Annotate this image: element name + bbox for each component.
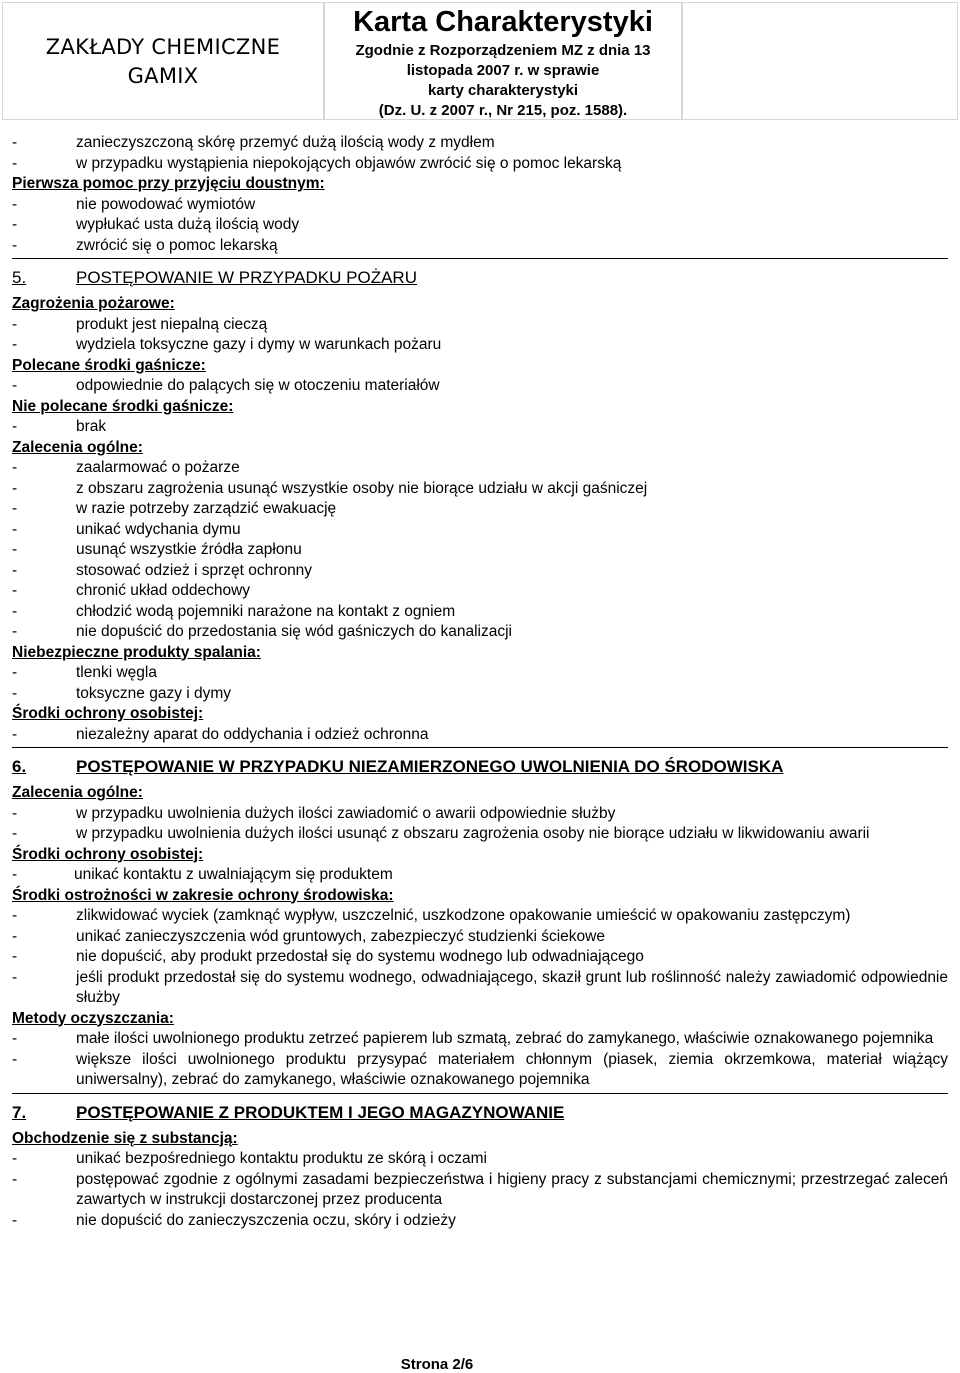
list-item xyxy=(12,499,948,520)
bullet-dash: - xyxy=(12,1170,18,1188)
list-item-text: wydziela toksyczne gazy i dymy w warunkach pożaru xyxy=(76,336,442,353)
list-item xyxy=(12,968,948,1009)
company-name xyxy=(3,33,323,91)
bullet-dash: - xyxy=(12,1150,18,1167)
list-item xyxy=(12,195,948,216)
list-item xyxy=(12,725,948,746)
bullet-dash: - xyxy=(12,479,18,497)
list-item xyxy=(12,1170,948,1211)
subsection-heading: Zalecenia ogólne: xyxy=(12,438,143,456)
subsection-heading: Metody oczyszczania: xyxy=(12,1009,174,1027)
list-item xyxy=(12,417,948,438)
list-item-text: jeśli produkt przedostał się do systemu wodnego, odwadniającego, skaził grunt lub roślinność należy zawiadomić odpowiednie służby xyxy=(76,968,948,1006)
list-item-text: zlikwidować wyciek (zamknąć wypływ, uszczelnić, uszkodzone opakowanie umieścić w opakowaniu zastępczym) xyxy=(76,907,851,924)
list-item-text: brak xyxy=(76,418,107,435)
list-item-text: unikać wdychania dymu xyxy=(76,520,241,538)
company-name-line2: GAMIX xyxy=(127,64,199,88)
bullet-dash: - xyxy=(12,418,18,435)
list-item xyxy=(12,458,948,479)
list-item-text: toksyczne gazy i dymy xyxy=(76,684,232,702)
section-6-heading xyxy=(12,756,948,778)
section-7-heading xyxy=(12,1102,948,1124)
list-item xyxy=(12,906,948,927)
bullet-dash: - xyxy=(12,684,18,702)
list-item-text: nie dopuścić do przedostania się wód gaśniczych do kanalizacji xyxy=(76,623,512,640)
list-item-text: w razie potrzeby zarządzić ewakuację xyxy=(76,500,337,517)
bullet-dash: - xyxy=(12,541,18,558)
document-header xyxy=(2,2,956,120)
list-item xyxy=(12,947,948,968)
section-divider xyxy=(12,258,948,259)
bullet-dash: - xyxy=(12,907,18,924)
list-item-text: nie dopuścić do zanieczyszczenia oczu, skóry i odzieży xyxy=(76,1211,456,1229)
section-number: 6. xyxy=(12,757,27,776)
section-divider xyxy=(12,1093,948,1094)
list-item-text: w przypadku wystąpienia niepokojących objawów zwrócić się o pomoc lekarską xyxy=(76,154,622,172)
regulation-line: listopada 2007 r. w sprawie xyxy=(406,62,600,79)
list-item xyxy=(12,622,948,643)
bullet-dash: - xyxy=(12,927,18,945)
bullet-dash: - xyxy=(12,866,18,883)
list-item-text: usunąć wszystkie źródła zapłonu xyxy=(76,541,302,558)
bullet-dash: - xyxy=(12,1030,18,1047)
bullet-dash: - xyxy=(12,804,18,822)
bullet-dash: - xyxy=(12,134,18,151)
bullet-dash: - xyxy=(12,825,18,842)
list-item xyxy=(12,520,948,541)
bullet-dash: - xyxy=(12,236,18,254)
list-item-text: małe ilości uwolnionego produktu zetrzeć papierem lub szmatą, zebrać do zamykanego, właściwie oznakowanego pojemnika xyxy=(76,1030,934,1047)
list-item-text: w przypadku uwolnienia dużych ilości usunąć z obszaru zagrożenia osoby nie biorące udziału w likwidowaniu awarii xyxy=(76,825,870,842)
list-item-text: produkt jest niepalną cieczą xyxy=(76,315,268,333)
regulation-note xyxy=(325,41,681,121)
subsection-heading: Środki ochrony osobistej: xyxy=(12,845,204,863)
list-item xyxy=(12,1211,948,1232)
list-item xyxy=(12,335,948,356)
subsection-heading: Zagrożenia pożarowe: xyxy=(12,295,175,312)
list-item-text: zaalarmować o pożarze xyxy=(76,459,240,476)
subsection-heading: Polecane środki gaśnicze: xyxy=(12,356,206,374)
subsection-heading: Nie polecane środki gaśnicze: xyxy=(12,397,234,415)
list-item-text: chłodzić wodą pojemniki narażone na kontakt z ogniem xyxy=(76,602,456,620)
bullet-dash: - xyxy=(12,336,18,353)
list-item xyxy=(12,479,948,500)
subsection-heading: Obchodzenie się z substancją: xyxy=(12,1129,238,1147)
list-item xyxy=(12,1029,948,1050)
list-item xyxy=(12,215,948,236)
document-title: Karta Charakterystyki xyxy=(353,6,653,38)
list-item xyxy=(12,581,948,602)
list-item-text: odpowiednie do palących się w otoczeniu materiałów xyxy=(76,377,440,394)
company-cell xyxy=(2,2,324,120)
list-item-text: unikać kontaktu z uwalniającym się produktem xyxy=(74,866,393,883)
list-item xyxy=(12,663,948,684)
section-divider xyxy=(12,747,948,748)
bullet-dash: - xyxy=(12,968,18,986)
list-item-text: niezależny aparat do oddychania i odzież ochronna xyxy=(76,725,429,743)
subsection-heading: Środki ochrony osobistej: xyxy=(12,705,204,722)
list-item xyxy=(12,376,948,397)
bullet-dash: - xyxy=(12,948,18,965)
list-item-text: zanieczyszczoną skórę przemyć dużą ilością wody z mydłem xyxy=(76,134,495,151)
bullet-dash: - xyxy=(12,216,18,233)
regulation-line: (Dz. U. z 2007 r., Nr 215, poz. 1588). xyxy=(378,102,628,119)
list-item xyxy=(12,133,948,154)
list-item-text: większe ilości uwolnionego produktu przysypać materiałem chłonnym (piasek, ziemia okrzemkowa, materiał wiążący uniwersalny), zebrać do zamykanego, właściwie oznakowanego pojemnika xyxy=(76,1050,948,1088)
list-item xyxy=(12,236,948,257)
list-item xyxy=(12,154,948,175)
list-item-text: z obszaru zagrożenia usunąć wszystkie osoby nie biorące udziału w akcji gaśniczej xyxy=(76,479,648,497)
section-title: POSTĘPOWANIE Z PRODUKTEM I JEGO MAGAZYNOWANIE xyxy=(76,1102,565,1122)
list-item-text: w przypadku uwolnienia dużych ilości zawiadomić o awarii odpowiednie służby xyxy=(76,804,616,822)
list-item xyxy=(12,561,948,582)
bullet-dash: - xyxy=(12,154,18,172)
document-body xyxy=(12,133,948,1231)
subsection-heading: Niebezpieczne produkty spalania: xyxy=(12,643,261,661)
list-item xyxy=(12,540,948,561)
section-number: 7. xyxy=(12,1102,27,1122)
list-item xyxy=(12,824,948,845)
list-item-text: stosować odzież i sprzęt ochronny xyxy=(76,561,313,579)
section-number: 5. xyxy=(12,268,27,287)
list-item-text: unikać bezpośredniego kontaktu produktu ze skórą i oczami xyxy=(76,1150,487,1167)
list-item-text: zwrócić się o pomoc lekarską xyxy=(76,236,278,254)
list-item-text: tlenki węgla xyxy=(76,664,157,681)
bullet-dash: - xyxy=(12,623,18,640)
list-item xyxy=(12,804,948,825)
bullet-dash: - xyxy=(12,377,18,394)
list-item-text: wypłukać usta dużą ilością wody xyxy=(76,216,300,233)
list-item xyxy=(12,684,948,705)
bullet-dash: - xyxy=(12,195,18,213)
bullet-dash: - xyxy=(12,1050,18,1068)
list-item-text: nie powodować wymiotów xyxy=(76,195,256,213)
subsection-heading: Zalecenia ogólne: xyxy=(12,784,143,801)
list-item-text: nie dopuścić, aby produkt przedostał się do systemu wodnego lub odwadniającego xyxy=(76,948,644,965)
regulation-line: karty charakterystyki xyxy=(427,82,579,99)
bullet-dash: - xyxy=(12,664,18,681)
bullet-dash: - xyxy=(12,500,18,517)
list-item xyxy=(12,315,948,336)
subsection-heading: Pierwsza pomoc przy przyjęciu doustnym: xyxy=(12,175,325,192)
list-item-text: unikać zanieczyszczenia wód gruntowych, zabezpieczyć studzienki ściekowe xyxy=(76,927,605,945)
bullet-dash: - xyxy=(12,725,18,743)
bullet-dash: - xyxy=(12,520,18,538)
list-item xyxy=(12,602,948,623)
subsection-heading: Środki ostrożności w zakresie ochrony środowiska: xyxy=(12,886,394,904)
regulation-line: Zgodnie z Rozporządzeniem MZ z dnia 13 xyxy=(355,42,651,59)
bullet-dash: - xyxy=(12,602,18,620)
section-title: POSTĘPOWANIE W PRZYPADKU NIEZAMIERZONEGO UWOLNIENIA DO ŚRODOWISKA xyxy=(76,757,784,776)
list-item xyxy=(12,865,948,886)
company-name-line1: ZAKŁADY CHEMICZNE xyxy=(45,35,281,59)
list-item xyxy=(12,1149,948,1170)
section-title: POSTĘPOWANIE W PRZYPADKU POŻARU xyxy=(76,268,417,287)
list-item-text: chronić układ oddechowy xyxy=(76,582,251,599)
bullet-dash: - xyxy=(12,561,18,579)
list-item xyxy=(12,927,948,948)
bullet-dash: - xyxy=(12,315,18,333)
page-number: Strona 2/6 xyxy=(400,1356,474,1373)
list-item xyxy=(12,1050,948,1091)
bullet-dash: - xyxy=(12,459,18,476)
bullet-dash: - xyxy=(12,582,18,599)
list-item-text: postępować zgodnie z ogólnymi zasadami bezpieczeństwa i higieny pracy z substancjami chemicznymi; przestrzegać zaleceń zawartych w instrukcji dostarczonej przez producenta xyxy=(76,1170,948,1208)
title-cell xyxy=(324,2,682,120)
bullet-dash: - xyxy=(12,1211,18,1229)
section-5-heading xyxy=(12,267,948,289)
empty-header-cell xyxy=(682,2,958,120)
